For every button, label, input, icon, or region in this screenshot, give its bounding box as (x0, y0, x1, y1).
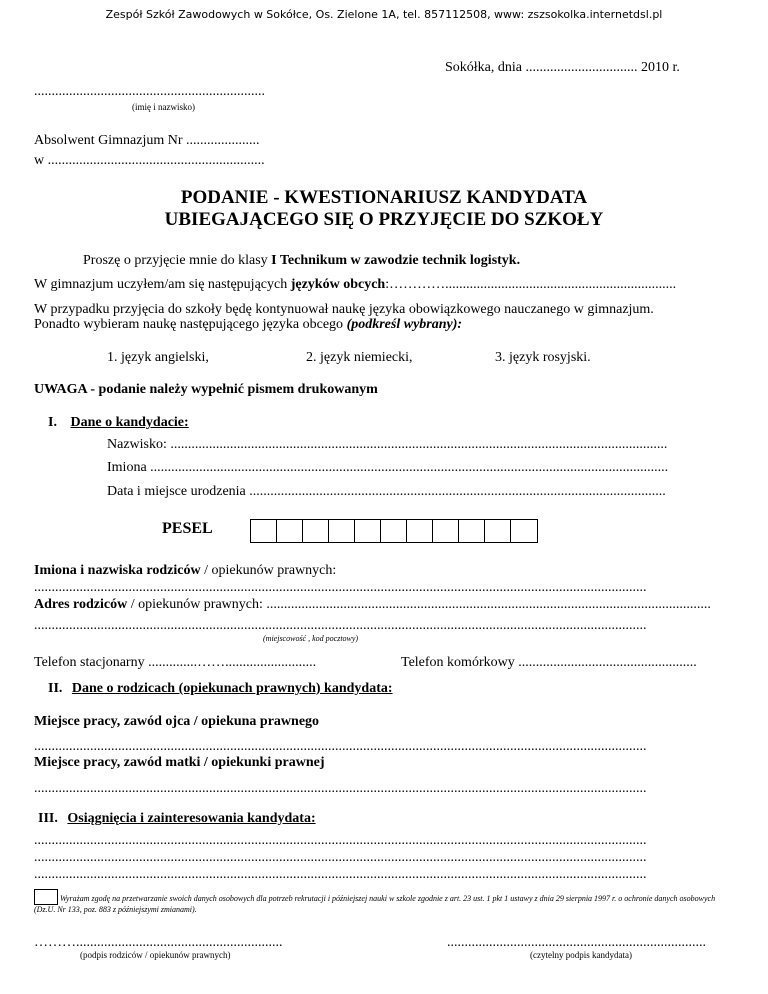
continue-line1: W przypadku przyjęcia do szkoły będę kontynuował naukę języka obowiązkowego nauczanego w gimnazjum. (34, 302, 654, 317)
father-work-field[interactable]: ............................................................................................................................................................................... (34, 739, 647, 754)
date-line[interactable]: Sokółka, dnia ................................ 2010 r. (445, 60, 680, 75)
parents-signature-field[interactable]: ………........................................................... (34, 935, 283, 950)
address-line[interactable] (34, 597, 711, 613)
request-class: I Technikum w zawodzie technik logistyk. (271, 253, 521, 268)
section2-heading (48, 681, 393, 697)
section1-title: Dane o kandydacie: (70, 415, 189, 430)
address-bold: Adres rodziców (34, 597, 128, 612)
section1-heading (48, 415, 189, 431)
page-header: Zespół Szkół Zawodowych w Sokółce, Os. Zielone 1A, tel. 857112508, www: zszsokolka.internetdsl.pl (105, 8, 663, 21)
languages-dots[interactable]: :………….................................................................. (385, 277, 677, 292)
pesel-label: PESEL (162, 520, 213, 537)
achievements-field-1[interactable]: ............................................................................................................................................................................... (34, 833, 647, 848)
pesel-boxes[interactable] (250, 519, 538, 543)
request-prefix: Proszę o przyjęcie mnie do klasy (83, 253, 272, 268)
birth-date-place-field[interactable]: Data i miejsce urodzenia ....................................................................................................................... (107, 484, 666, 499)
section1-number: I. (48, 415, 57, 430)
consent-body: Wyrażam zgodę na przetwarzanie swoich danych osobowych dla potrzeb rekrutacji i późniejszej nauki w szkole zgodnie z art. 23 ust. 1 pkt 1 ustawy z dnia 29 sierpnia 1997 r. o ochronie danych osobowych (Dz.U. Nr 133, poz. 883 z późniejszymi zmianami). (34, 894, 716, 914)
lang-option-russian[interactable]: 3. język rosyjski. (495, 350, 591, 365)
pesel-digit[interactable] (511, 520, 537, 542)
name-field[interactable]: .................................................................. (34, 84, 265, 99)
address-field[interactable]: ............................................................................................................................................................................... (34, 618, 647, 633)
continue-line2 (34, 317, 462, 333)
pesel-digit[interactable] (407, 520, 433, 542)
section2-title: Dane o rodzicach (opiekunach prawnych) kandydata: (71, 681, 393, 696)
candidate-signature-caption: (czytelny podpis kandydata) (530, 950, 632, 960)
continue-italic: (podkreśl wybrany): (346, 317, 463, 332)
first-names-field[interactable]: Imiona .................................................................................................................................................... (107, 460, 669, 475)
achievements-field-3[interactable]: ............................................................................................................................................................................... (34, 867, 647, 882)
achievements-field-2[interactable]: ............................................................................................................................................................................... (34, 850, 647, 865)
lang-option-english[interactable]: 1. język angielski, (107, 350, 209, 365)
pesel-digit[interactable] (459, 520, 485, 542)
request-line (83, 253, 520, 269)
section2-number: II. (48, 681, 63, 696)
continue-prefix: Ponadto wybieram naukę następującego języka obcego (34, 317, 347, 332)
address-caption: (miejscowość , kod pocztowy) (263, 634, 359, 643)
father-work-label: Miejsce pracy, zawód ojca / opiekuna prawnego (34, 714, 320, 729)
mother-work-label: Miejsce pracy, zawód matki / opiekunki prawnej (34, 755, 325, 770)
name-caption: (imię i nazwisko) (132, 102, 195, 112)
phone-home-field[interactable]: Telefon stacjonarny ..............…….......................... (34, 655, 317, 670)
pesel-digit[interactable] (355, 520, 381, 542)
parents-names-label (34, 563, 336, 579)
uwaga-note: UWAGA - podanie należy wypełnić pismem drukowanym (34, 382, 378, 397)
consent-text (34, 893, 734, 915)
pesel-digit[interactable] (433, 520, 459, 542)
absolwent-field[interactable]: Absolwent Gimnazjum Nr ..................... (34, 133, 260, 148)
form-title-line2: UBIEGAJĄCEGO SIĘ O PRZYJĘCIE DO SZKOŁY (164, 209, 604, 230)
pesel-digit[interactable] (303, 520, 329, 542)
pesel-digit[interactable] (329, 520, 355, 542)
languages-bold: języków obcych (290, 277, 386, 292)
surname-field[interactable]: Nazwisko: .............................................................................................................................................. (107, 437, 668, 452)
section3-number: III. (38, 811, 58, 826)
lang-option-german[interactable]: 2. język niemiecki, (306, 350, 413, 365)
school-location-field[interactable]: w .............................................................. (34, 153, 265, 168)
languages-line[interactable] (34, 277, 676, 293)
parents-names-bold: Imiona i nazwiska rodziców (34, 563, 201, 578)
pesel-digit[interactable] (251, 520, 277, 542)
address-rest[interactable]: / opiekunów prawnych: ............................................................................................................................... (127, 597, 711, 612)
parents-signature-caption: (podpis rodziców / opiekunów prawnych) (80, 950, 231, 960)
parents-names-field[interactable]: ............................................................................................................................................................................... (34, 580, 647, 595)
section3-heading (38, 811, 316, 827)
section3-title: Osiągnięcia i zainteresowania kandydata: (67, 811, 316, 826)
pesel-digit[interactable] (277, 520, 303, 542)
pesel-digit[interactable] (381, 520, 407, 542)
languages-prefix: W gimnazjum uczyłem/am się następujących (34, 277, 291, 292)
phone-mobile-field[interactable]: Telefon komórkowy ................................................... (401, 655, 697, 670)
form-title-line1: PODANIE - KWESTIONARIUSZ KANDYDATA (180, 187, 588, 208)
mother-work-field[interactable]: ............................................................................................................................................................................... (34, 781, 647, 796)
candidate-signature-field[interactable]: .......................................................................... (447, 935, 706, 950)
parents-names-rest: / opiekunów prawnych: (200, 563, 337, 578)
pesel-digit[interactable] (485, 520, 511, 542)
